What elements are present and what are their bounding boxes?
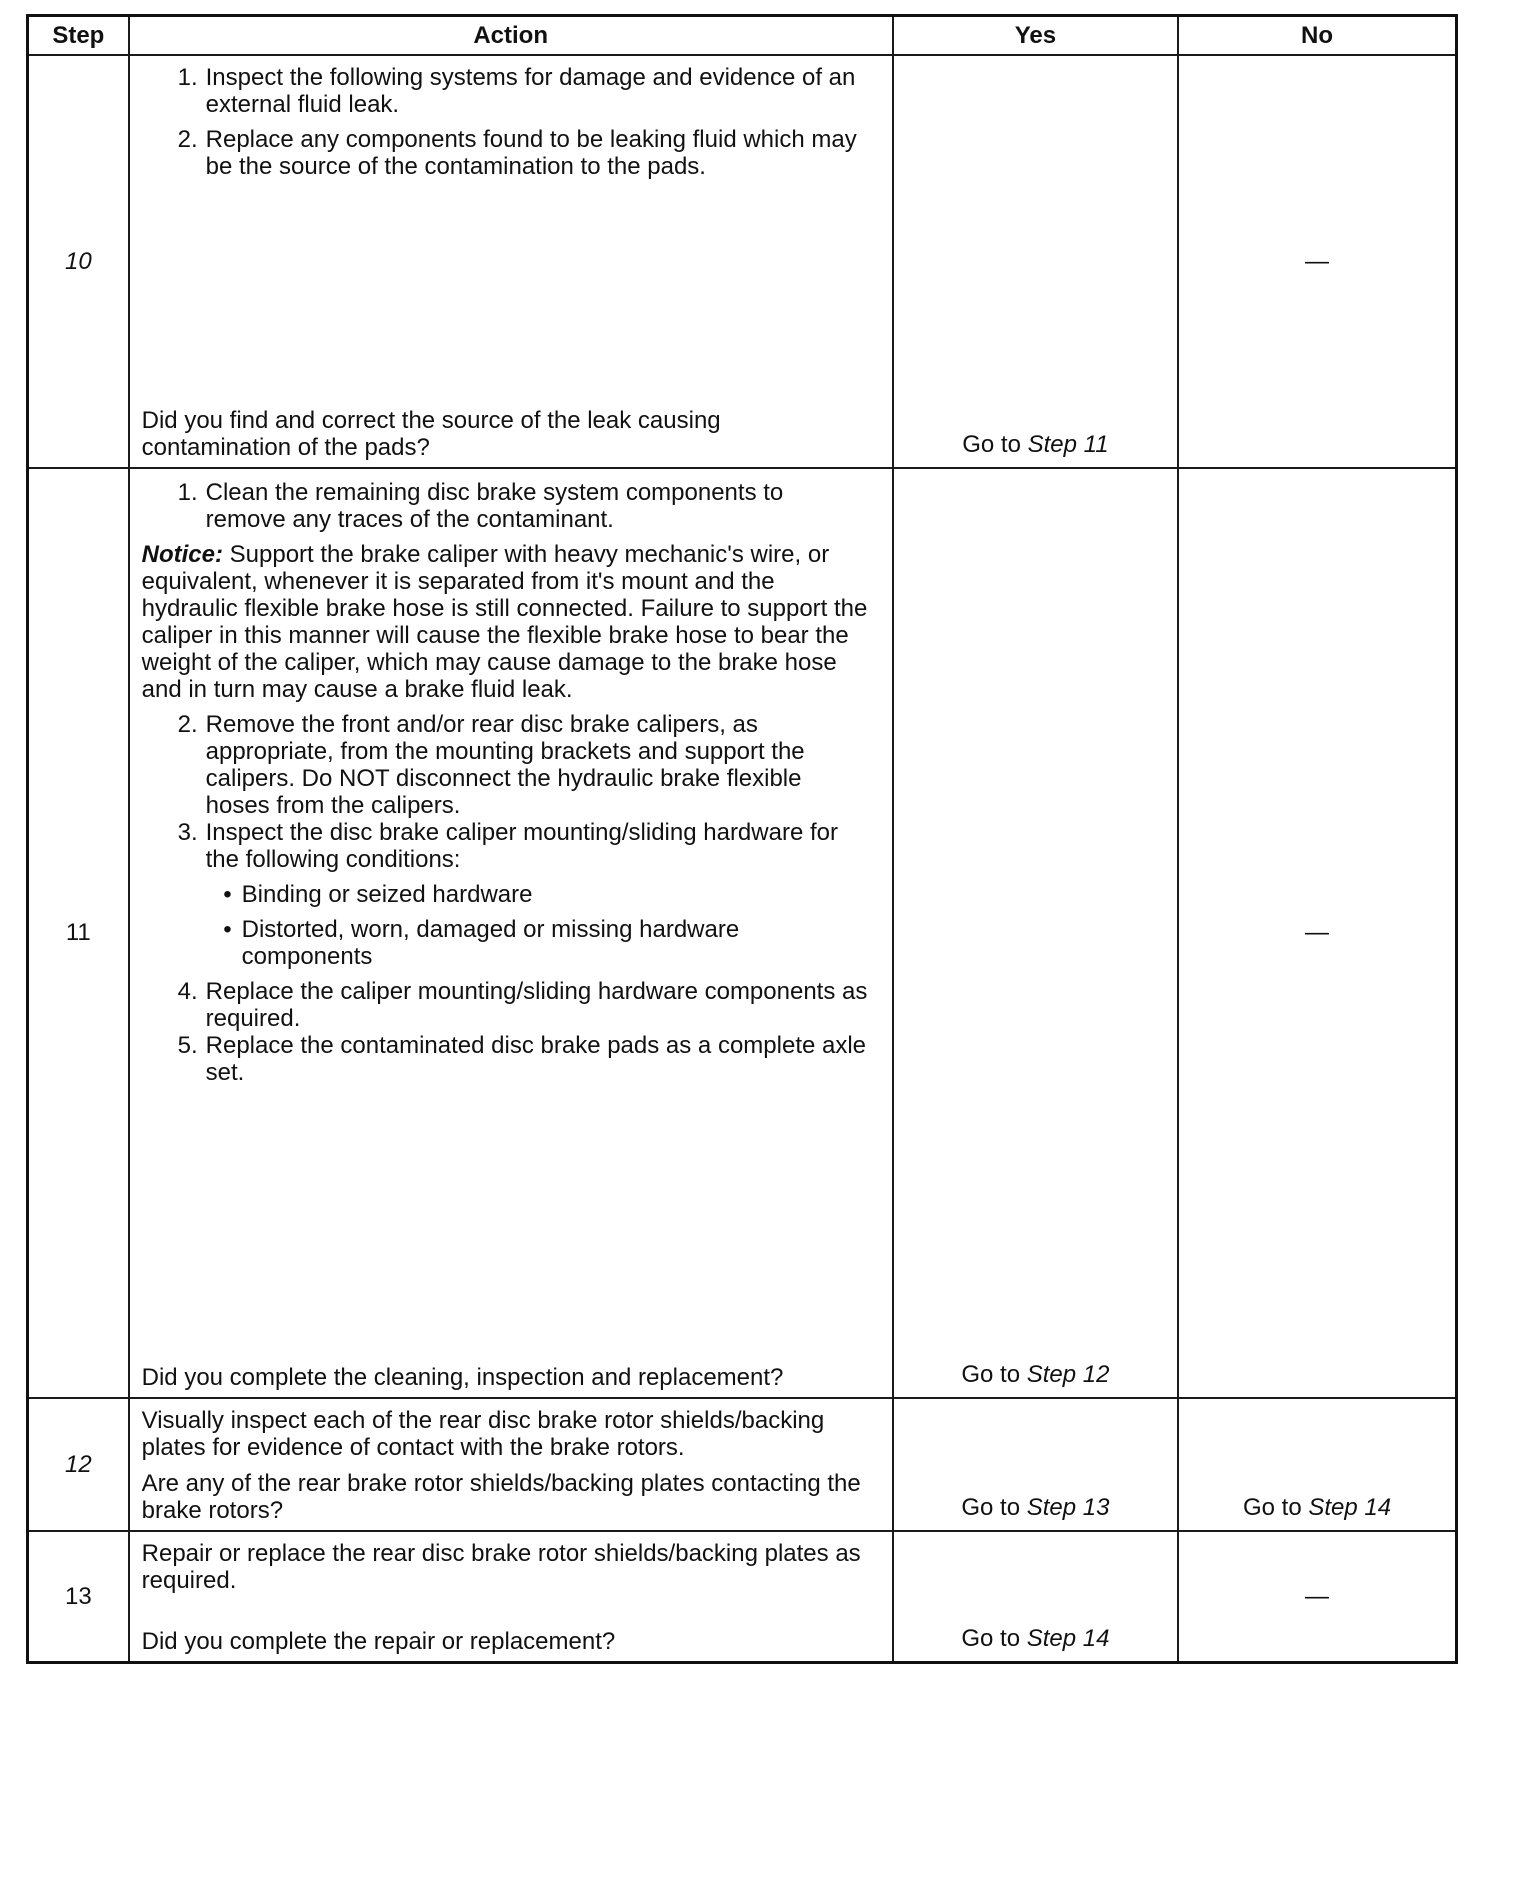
table-row [28, 55, 1457, 468]
no-cell: — [1178, 1531, 1456, 1663]
table-row [28, 1398, 1457, 1531]
no-cell: — [1178, 55, 1456, 468]
action-cell [129, 1398, 893, 1531]
no-cell: — [1178, 468, 1456, 1398]
yes-step-link[interactable]: Step 12 [1026, 1361, 1110, 1388]
header-action: Action [129, 16, 893, 56]
notice-text: Support the brake caliper with heavy mechanic's wire, or equivalent, whenever it is separated from it's mount and the hydraulic flexible brake hose is still connected. Failure to support the caliper in this manner will cause the flexible brake hose to bear the weight of the caliper, which may cause damage to the brake hose and in turn may cause a brake fluid leak. [141, 541, 868, 703]
header-no: No [1178, 16, 1456, 56]
action-cell [129, 1531, 893, 1663]
step-number: 13 [28, 1531, 129, 1663]
list-item: 5. Replace the contaminated disc brake pads as a complete axle set. [177, 1032, 867, 1086]
list-item: 2. Replace any components found to be leaking fluid which may be the source of the contamination to the pads. [177, 126, 857, 180]
action-cell [129, 55, 893, 468]
list-item: 1. Clean the remaining disc brake system components to remove any traces of the contaminant. [177, 479, 784, 533]
header-row [28, 16, 1457, 56]
yes-step-link[interactable]: Step 13 [1026, 1494, 1110, 1521]
action-question: Did you complete the cleaning, inspection and replacement? [141, 1364, 784, 1391]
step-number: 11 [28, 468, 129, 1398]
yes-step-link[interactable]: Step 14 [1026, 1625, 1110, 1652]
list-item: 3. Inspect the disc brake caliper mounting/sliding hardware for the following conditions: [177, 819, 838, 873]
no-cell: Go to Step 14 [1178, 1398, 1456, 1531]
list-item: 4. Replace the caliper mounting/sliding hardware components as required. [177, 978, 868, 1032]
table-row [28, 1531, 1457, 1663]
yes-step-link[interactable]: Step 11 [1027, 431, 1109, 458]
list-item: • Binding or seized hardware [223, 881, 533, 908]
step-number: 10 [28, 55, 129, 468]
list-item: 2. Remove the front and/or rear disc brake calipers, as appropriate, from the mounting brackets and support the calipers. Do NOT disconnect the hydraulic brake flexible hoses from the calipers. [177, 711, 805, 819]
condition-list [142, 873, 870, 970]
list-item: 1. Inspect the following systems for damage and evidence of an external fluid leak. [177, 64, 856, 118]
action-cell [129, 468, 893, 1398]
yes-cell: Go to Step 12 [893, 468, 1178, 1398]
no-step-link[interactable]: Step 14 [1308, 1494, 1392, 1521]
action-question: Are any of the rear brake rotor shields/backing plates contacting the brake rotors? [141, 1470, 861, 1524]
action-text: Visually inspect each of the rear disc brake rotor shields/backing plates for evidence of contact with the brake rotors. [141, 1407, 825, 1461]
action-question: Did you find and correct the source of the leak causing contamination of the pads? [141, 407, 721, 461]
header-yes: Yes [893, 16, 1178, 56]
action-steps [142, 64, 870, 180]
step-number: 12 [28, 1398, 129, 1531]
list-item: • Distorted, worn, damaged or missing hardware components [223, 916, 740, 970]
diagnostic-table [26, 14, 1458, 1664]
notice [142, 541, 870, 703]
action-text: Repair or replace the rear disc brake rotor shields/backing plates as required. [141, 1540, 861, 1594]
yes-cell: Go to Step 13 [893, 1398, 1178, 1531]
notice-label: Notice: [141, 541, 223, 568]
yes-cell: Go to Step 14 [893, 1531, 1178, 1663]
table-row [28, 468, 1457, 1398]
action-question: Did you complete the repair or replacement? [141, 1628, 616, 1655]
yes-cell: Go to Step 11 [893, 55, 1178, 468]
header-step: Step [28, 16, 129, 56]
